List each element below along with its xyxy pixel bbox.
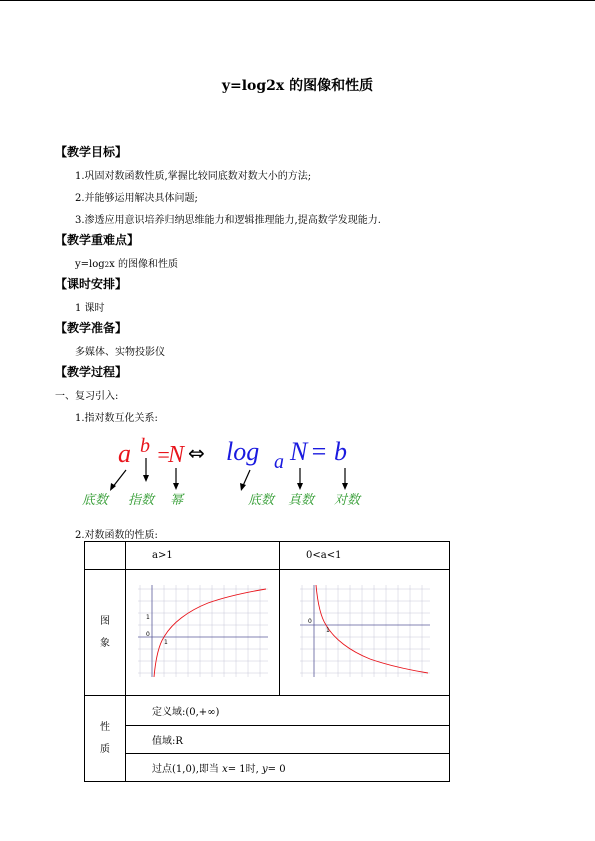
goal-item: 3.渗透应用意识培养归纳思维能力和逻辑推理能力,提高数学发现能力. bbox=[75, 215, 381, 226]
label-base: 底数 bbox=[82, 493, 109, 508]
graph-increasing bbox=[138, 585, 268, 677]
property-fixed-point: 过点(1,0),即当 x= 1时, y= 0 bbox=[126, 754, 450, 782]
header-a-lt-1: 0<a<1 bbox=[280, 542, 450, 570]
equivalence-arrow: ⇔ bbox=[188, 441, 205, 465]
row-label-graph: 图 象 bbox=[85, 570, 126, 696]
tick-label-x: 1 bbox=[325, 627, 330, 634]
label-real-number: 真数 bbox=[288, 493, 315, 508]
label-power: 幂 bbox=[170, 493, 184, 508]
arrowhead bbox=[297, 483, 303, 490]
table-corner bbox=[85, 542, 126, 570]
log-properties-table bbox=[84, 541, 450, 782]
arrowhead bbox=[173, 483, 179, 490]
goal-item: 1.巩固对数函数性质,掌握比较同底数对数大小的方法; bbox=[75, 171, 312, 182]
log-N: N bbox=[290, 437, 308, 466]
tick-label-origin: 0 bbox=[307, 618, 312, 625]
equals: = bbox=[156, 442, 171, 467]
graph-decreasing bbox=[300, 585, 430, 677]
label-logarithm: 对数 bbox=[334, 493, 361, 508]
log-text: log bbox=[226, 437, 260, 466]
time-text: 1 课时 bbox=[75, 303, 105, 314]
key-points-text: y=log2x 的图像和性质 bbox=[75, 259, 178, 270]
review-text: 一、复习引入: bbox=[55, 391, 119, 402]
log-curve bbox=[316, 585, 428, 673]
header-a-gt-1: a>1 bbox=[126, 542, 280, 570]
log-base-a: a bbox=[274, 451, 284, 473]
log-b: b bbox=[334, 437, 347, 466]
tick-label-x: 1 bbox=[163, 639, 168, 646]
power-N: N bbox=[168, 442, 185, 468]
exp-log-diagram bbox=[82, 428, 390, 518]
property-domain: 定义域:(0,+∞) bbox=[126, 696, 450, 726]
item-2-text: 2.对数函数的性质: bbox=[75, 530, 158, 541]
label-exponent: 指数 bbox=[128, 493, 155, 508]
key-points-heading: 【教学重难点】 bbox=[55, 233, 140, 247]
base-a: a bbox=[118, 439, 131, 468]
prep-heading: 【教学准备】 bbox=[55, 321, 128, 335]
property-range: 值域:R bbox=[126, 726, 450, 754]
row-label-properties: 性 质 bbox=[85, 696, 126, 782]
log-curve bbox=[154, 589, 266, 677]
graph-decreasing-cell bbox=[280, 570, 450, 696]
arrowhead bbox=[143, 475, 149, 482]
goals-heading: 【教学目标】 bbox=[55, 145, 128, 159]
arrowhead bbox=[342, 483, 348, 490]
log-equals: = bbox=[310, 437, 328, 466]
time-heading: 【课时安排】 bbox=[55, 277, 128, 291]
label-base-2: 底数 bbox=[248, 493, 275, 508]
arrowhead bbox=[240, 483, 246, 491]
goal-item: 2.并能够运用解决具体问题; bbox=[75, 193, 198, 204]
tick-label-y: 1 bbox=[145, 614, 150, 621]
exponent-b: b bbox=[140, 435, 150, 457]
top-rule bbox=[0, 0, 595, 1]
page-title: y=log2x 的图像和性质 bbox=[221, 78, 374, 94]
tick-label-origin: 0 bbox=[145, 631, 150, 638]
graph-increasing-cell bbox=[126, 570, 280, 696]
process-heading: 【教学过程】 bbox=[55, 365, 128, 379]
prep-text: 多媒体、实物投影仪 bbox=[75, 347, 165, 358]
item-1-text: 1.指对数互化关系: bbox=[75, 413, 158, 424]
